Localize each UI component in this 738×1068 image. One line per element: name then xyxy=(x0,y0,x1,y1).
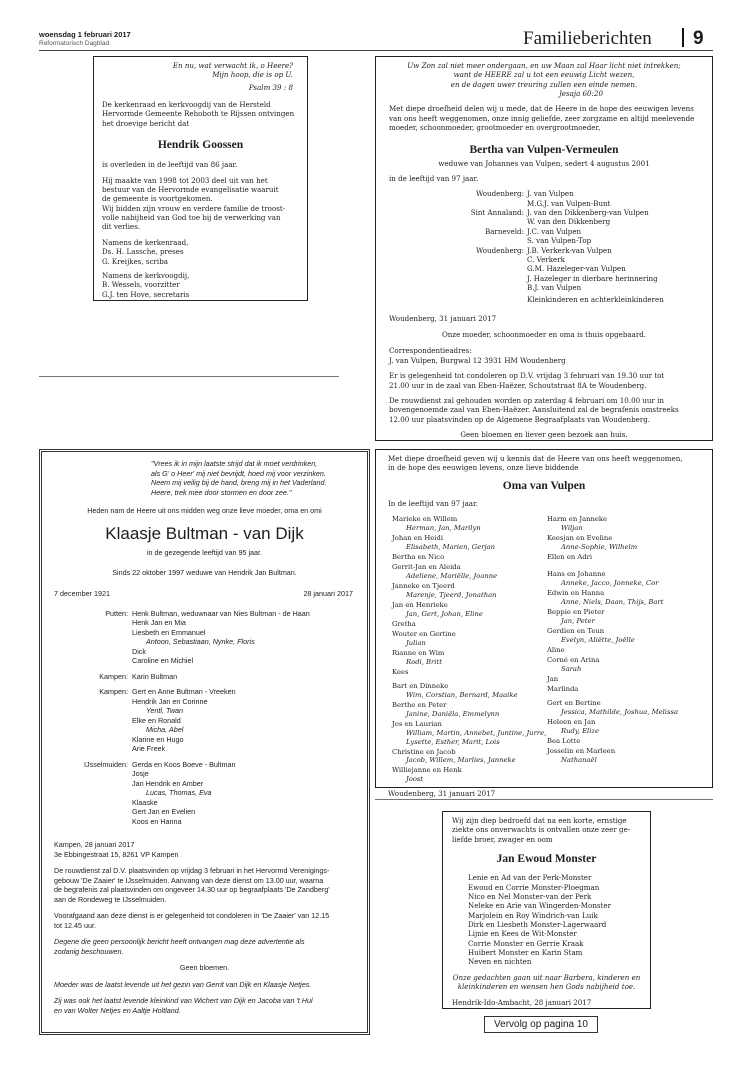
children: Anne, Niels, Daan, Thijs, Bart xyxy=(560,598,664,606)
children: Joost xyxy=(406,775,424,784)
family-place: Woudenberg: xyxy=(475,189,524,199)
vermeulen-funeral: De rouwdienst zal gehouden worden op zaterdag 4 februari om 10.00 uur in bovengenoemde zaal van Eben-Haëzer. Aansluitend zal de begrafenis omstreeks 12.00 uur plaatsvinden op de Algemene Begraafplaats van Woudenberg. xyxy=(389,395,679,424)
parents: Jos en Laurian xyxy=(392,719,442,728)
parents: Jan xyxy=(546,674,559,683)
parents: Josselin en Marleen xyxy=(546,746,616,755)
oma-age: In de leeftijd van 97 jaar. xyxy=(388,498,478,508)
goossen-quote-ref: Psalm 39 : 8 xyxy=(248,82,293,92)
vermeulen-condolence: Er is gelegenheid tot condoleren op D.V. vrijdag 3 februari van 19.30 uur tot 21.00 uur in de zaal van Eben-Haëzer, Schoutstraat 8A te Woudenberg. xyxy=(389,371,665,390)
family-name: Antoon, Sebastiaan, Nynke, Floris xyxy=(146,637,255,647)
oma-family-left xyxy=(392,515,547,785)
family-place: Woudenberg: xyxy=(475,245,524,255)
family-group xyxy=(547,747,700,765)
bultman-intro: Heden nam de Heere uit ons midden weg onze lieve moeder, oma en omi xyxy=(87,505,322,515)
children: William, Martin, Annebet, Juntine, Jurre, Lysette, Esther, Marit, Lois xyxy=(406,728,547,746)
vermeulen-place-date: Woudenberg, 31 januari 2017 xyxy=(389,313,497,323)
family-name: Lucas, Thomas, Eva xyxy=(146,788,212,798)
family-name: Dick xyxy=(132,646,146,656)
parents: Keesjan en Eveline xyxy=(546,534,613,543)
goossen-age: is overleden in de leeftijd van 86 jaar. xyxy=(102,160,238,170)
vermeulen-family xyxy=(389,189,699,304)
parents: Ellen en Adri xyxy=(546,553,593,562)
family-name: Arie Freek xyxy=(132,744,166,754)
bultman-born: 7 december 1921 xyxy=(54,589,110,599)
bultman-quote: "Vrees ik in mijn laatste strijd dat ik moet verdrinken, als G' o Heer' mij niet bevrijdt, hoed mij voor verzinken. Neem mij veilig bij de hand, breng mij in het Vaderland. Heere, trek mee door stormen en door zee." xyxy=(151,459,327,498)
vermeulen-age: in de leeftijd van 97 jaar. xyxy=(389,174,479,184)
bultman-note: Degene die geen persoonlijk bericht heeft ontvangen mag deze advertentie als zodanig beschouwen. xyxy=(54,937,305,956)
family-place: Kampen: xyxy=(99,687,128,697)
family-group xyxy=(547,534,700,552)
column-rule-right xyxy=(375,799,713,800)
parents: Williejanne en Henk xyxy=(392,766,462,775)
vermeulen-widow: weduwe van Johannes van Vulpen, sedert 4 augustus 2001 xyxy=(438,158,650,168)
parents: Berthe en Peter xyxy=(392,700,447,709)
family-group xyxy=(547,570,700,588)
oma-place-date: Woudenberg, 31 januari 2017 xyxy=(388,789,496,799)
family-name: Yentl, Twan xyxy=(146,706,184,716)
family-row xyxy=(389,189,699,208)
obituary-oma-vanvulpen xyxy=(375,449,713,799)
parents: Heleen en Jan xyxy=(546,717,596,726)
obituary-monster xyxy=(442,811,651,1009)
family-names: J. van Vulpen M.G.J. van Vulpen-Bunt xyxy=(527,189,611,208)
family-place: Barneveld: xyxy=(484,226,524,236)
family-group xyxy=(392,748,547,766)
family-group xyxy=(392,720,547,747)
bultman-funeral: De rouwdienst zal D.V. plaatsvinden op vrijdag 3 februari in het Hervormd Verenigings- gebouw 'De Zaaier' te IJsselmuiden. Aanvang van deze dienst om 13.00 uur, waarna de begrafenis zal plaatsvinden om ongeveer 14.30 uur op begraafplaats 'De Zandberg' aan de Rondeweg te IJsselmuiden. xyxy=(54,866,330,904)
parents: Harm en Janneke xyxy=(546,515,608,524)
parents: Christine en Jacob xyxy=(392,747,456,756)
family-name: Gert Jan en Evelien xyxy=(132,807,196,817)
parents: Marlinda xyxy=(546,684,579,693)
family-name: Gert en Anne Bultman - Vreeken xyxy=(132,687,236,697)
parents: Aline xyxy=(546,645,565,654)
family-group xyxy=(547,553,700,562)
family-group xyxy=(547,737,700,746)
column-rule-left xyxy=(39,376,339,377)
section-title: Familieberichten xyxy=(523,28,652,49)
family-group xyxy=(392,515,547,533)
children: Janine, Daniëla, Emmelynn xyxy=(406,709,500,718)
family-group xyxy=(392,649,547,667)
children: Wiljan xyxy=(560,524,583,533)
children: Jessica, Mathilde, Joshua, Melissa xyxy=(560,707,678,716)
children: Jan, Peter xyxy=(560,616,595,625)
family-group xyxy=(547,646,700,655)
children: Herman, Jan, Marilyn xyxy=(406,524,481,533)
parents: Bea Lotte xyxy=(546,736,581,745)
family-name: Hendrik Jan en Corinne xyxy=(132,696,208,706)
children: Jan, Gert, Johan, Eline xyxy=(406,609,483,618)
obituary-vanvulpen-vermeulen xyxy=(375,56,713,441)
bultman-condolence: Voorafgaand aan deze dienst is er gelegenheid tot condoleren in 'De Zaaier' van 12.15 tot 12.45 uur. xyxy=(54,911,330,930)
children: Wim, Corstian, Bernard, Maaike xyxy=(406,690,518,699)
parents: Jan en Henrieke xyxy=(392,600,448,609)
family-group xyxy=(392,682,547,700)
bultman-address: Kampen, 28 januari 2017 3e Ebbingestraat 15, 8261 VP Kampen xyxy=(54,840,179,859)
family-row xyxy=(389,246,699,293)
family-group xyxy=(392,668,547,677)
family-place: IJsselmuiden: xyxy=(84,759,128,769)
goossen-name: Hendrik Goossen xyxy=(157,139,244,152)
parents: Gretha xyxy=(392,619,416,628)
family-group xyxy=(547,699,700,717)
children: Jacob, Willem, Marlies, Janneke xyxy=(406,756,516,765)
vermeulen-name: Bertha van Vulpen-Vermeulen xyxy=(469,143,619,156)
header-date: woensdag 1 februari 2017 xyxy=(39,30,131,39)
vermeulen-flowers: Geen bloemen en liever geen bezoek aan huis. xyxy=(460,429,628,439)
family-name: Henk Jan en Mia xyxy=(132,618,186,628)
family-row xyxy=(389,295,699,304)
vermeulen-home: Onze moeder, schoonmoeder en oma is thuis opgebaard. xyxy=(441,330,647,340)
family-names xyxy=(132,687,236,754)
family-names: J.B. Verkerk-van Vulpen C. Verkerk G.M. Hazeleger-van Vulpen J. Hazeleger in dierbare herinnering B.J. van Vulpen xyxy=(527,245,658,292)
children: Rudy, Elize xyxy=(560,726,599,735)
family-name: Elke en Ronald xyxy=(132,715,181,725)
vermeulen-quote: Uw Zon zal niet meer ondergaan, en uw Maan zal Haar licht niet intrekken; want de HEERE zal u tot een eeuwig Licht wezen, en de dagen uwer treuring zullen een einde nemen. xyxy=(407,61,681,89)
family-names: J. van den Dikkenberg-van Vulpen W. van den Dikkenberg xyxy=(527,208,649,227)
family-name: Klarine en Hugo xyxy=(132,734,184,744)
bultman-died: 28 januari 2017 xyxy=(303,589,353,599)
family-name: Karin Bultman xyxy=(132,671,178,681)
section-divider xyxy=(682,28,684,47)
bultman-age: in de gezegende leeftijd van 95 jaar. xyxy=(146,548,263,558)
parents: Marieke en Willem xyxy=(392,515,458,524)
bultman-note-grandchild: Zij was ook het laatst levende kleinkind van Wichert van Dijk en Jacoba van 't Hul en van Wolter Netjes en Aaltje Holtland. xyxy=(54,996,313,1015)
family-place: Putten: xyxy=(105,608,128,618)
children: Sarah xyxy=(560,664,582,673)
children: Elisabeth, Marien, Gerjan xyxy=(406,543,496,552)
obituary-goossen xyxy=(93,56,308,301)
parents: Gert en Bertine xyxy=(546,698,601,707)
bultman-name: Klaasje Bultman - van Dijk xyxy=(105,524,304,544)
parents: Corné en Arina xyxy=(546,655,600,664)
vermeulen-address: Correspondentieadres: J. van Vulpen, Burgwal 12 3931 HM Woudenberg xyxy=(389,346,566,365)
parents: Janneke en Tjeerd xyxy=(392,582,455,591)
parents: Bertha en Nico xyxy=(392,553,445,562)
family-names: J.C. van Vulpen S. van Vulpen-Top xyxy=(527,226,592,246)
family-group xyxy=(547,589,700,607)
family-name: Klaaske xyxy=(132,797,158,807)
goossen-body: Hij maakte van 1998 tot 2003 deel uit van het bestuur van de Hervormde evangelisatie waaruit de gemeente is voortgekomen. Wij bidden zijn vrouw en verdere familie de troost- volle nabijheid van God toe bij de verwerking van dit verlies. xyxy=(102,175,286,232)
parents: Gerrit-Jan en Aleida xyxy=(392,563,461,572)
family-group xyxy=(547,627,700,645)
family-group xyxy=(547,656,700,674)
family-row xyxy=(54,760,355,827)
children: Julian xyxy=(406,638,426,647)
monster-intro: Wij zijn diep bedroefd dat na een korte, ernstige ziekte ons onverwachts is ontvallen onze zeer ge- liefde broer, zwager en oom xyxy=(452,816,631,844)
monster-name: Jan Ewoud Monster xyxy=(496,853,597,866)
goossen-sign-council: Namens de kerkenraad, Ds. H. Lassche, preses G. Kreijkes, scriba xyxy=(102,237,189,266)
family-name: Josje xyxy=(132,769,149,779)
monster-place-date: Hendrik-Ido-Ambacht, 28 januari 2017 xyxy=(452,997,592,1007)
family-group xyxy=(392,582,547,600)
vermeulen-intro: Met diepe droefheid delen wij u mede, dat de Heere in de hope des eeuwigen levens van ons heeft weggenomen, onze innig geliefde, zeer zorgzame en altijd meelevende moeder, schoonmoeder, grootmoeder en overgrootmoeder, xyxy=(389,104,695,133)
bultman-widow: Sinds 22 oktober 1997 weduwe van Hendrik Jan Bultman. xyxy=(112,567,297,577)
family-name: Jan Hendrik en Amber xyxy=(132,778,204,788)
family-group xyxy=(392,563,547,581)
parents: Bart en Dinneke xyxy=(392,681,449,690)
children: Nathanaël xyxy=(560,755,597,764)
family-name: Gerda en Koos Boeve - Bultman xyxy=(132,759,236,769)
oma-name: Oma van Vulpen xyxy=(502,479,586,492)
family-names xyxy=(132,672,177,682)
family-group xyxy=(392,701,547,719)
family-names xyxy=(132,609,310,666)
family-row xyxy=(389,208,699,227)
children: Rodi, Britt xyxy=(406,657,442,666)
oma-family-right xyxy=(547,515,700,785)
oma-family xyxy=(388,515,700,785)
monster-thoughts: Onze gedachten gaan uit naar Barbera, kinderen en kleinkinderen en wensen hen Gods nabijheid toe. xyxy=(452,972,641,992)
continue-link[interactable]: Vervolg op pagina 10 xyxy=(484,1016,598,1033)
family-place: Kampen: xyxy=(99,671,128,681)
children: Anne-Sophie, Wilhelm xyxy=(560,543,638,552)
family-row xyxy=(54,609,355,666)
header-rule xyxy=(39,50,713,51)
family-names xyxy=(132,760,235,827)
family-group xyxy=(392,553,547,562)
family-name: Liesbeth en Emmanuel xyxy=(132,627,206,637)
page-number: 9 xyxy=(693,28,704,49)
family-group xyxy=(392,601,547,619)
header-paper: Reformatorisch Dagblad xyxy=(39,40,110,47)
family-group xyxy=(392,766,547,784)
family-group xyxy=(547,718,700,736)
family-group xyxy=(392,534,547,552)
family-group xyxy=(547,675,700,684)
family-group xyxy=(547,608,700,626)
family-row xyxy=(389,227,699,246)
children: Evelyn, Aliëtte, Joëlle xyxy=(560,635,635,644)
bultman-note-family: Moeder was de laatst levende uit het gezin van Gerrit van Dijk en Klaasje Netjes. xyxy=(54,979,312,989)
family-row xyxy=(54,687,355,754)
parents: Hans en Johanne xyxy=(546,570,606,579)
goossen-quote: En nu, wat verwacht ik, o Heere? Mijn hoop, die is op U. xyxy=(172,61,293,80)
parents: Edwin en Hanna xyxy=(546,589,605,598)
family-name: Koos en Hanna xyxy=(132,816,182,826)
parents: Beppie en Pieter xyxy=(546,607,605,616)
family-names: Kleinkinderen en achterkleinkinderen xyxy=(527,295,664,305)
children: Marenje, Tjeerd, Jonathan xyxy=(406,591,497,599)
children: Anneke, Jacco, Jonneke, Cor xyxy=(560,579,659,588)
parents: Gerdien en Teun xyxy=(546,626,605,635)
bultman-dates xyxy=(54,589,355,599)
family-group xyxy=(547,515,700,533)
parents: Wouter en Gertine xyxy=(392,629,456,638)
parents: Johan en Heidi xyxy=(392,534,443,543)
bultman-flowers: Geen bloemen. xyxy=(179,963,230,973)
monster-family: Lenie en Ad van der Perk-Monster Ewoud en Corrie Monster-Ploegman Nico en Nel Monster-van der Perk Neleke en Arie van Wingerden-Monster Marjolein en Roy Windrich-van Luik Dirk en Liesbeth Monster-Lagerwaard Lijnie en Kees de Wit-Monster Corrie Monster en Gerrie Kraak Huibert Monster en Karin Stam Neven en nichten xyxy=(468,873,611,967)
family-name: Henk Bultman, weduwnaar van Nies Bultman - de Haan xyxy=(132,608,310,618)
family-name: Micha, Abel xyxy=(146,725,184,735)
parents: Kees xyxy=(392,667,409,676)
family-group xyxy=(547,685,700,694)
vermeulen-quote-ref: Jesaja 60:20 xyxy=(558,89,603,99)
bultman-family xyxy=(54,609,355,827)
children: Adeliene, Mariëlle, Joanne xyxy=(406,572,498,581)
family-group xyxy=(392,620,547,629)
family-place: Sint Annaland: xyxy=(470,208,524,218)
family-place xyxy=(389,295,527,304)
goossen-intro: De kerkenraad en kerkvoogdij van de Hersteld Hervormde Gemeente Rehoboth te Rijssen ontvingen het droevige bericht dat xyxy=(102,100,295,128)
goossen-sign-wardens: Namens de kerkvoogdij, B. Wessels, voorzitter G.J. ten Hove, secretaris xyxy=(102,270,190,299)
family-row xyxy=(54,672,355,682)
oma-intro: Met diepe droefheid geven wij u kennis dat de Heere van ons heeft weggenomen, in de hope des eeuwigen levens, onze lieve biddende xyxy=(388,454,683,473)
family-name: Caroline en Michiel xyxy=(132,656,194,666)
parents: Rianne en Wim xyxy=(392,648,445,657)
obituary-bultman xyxy=(39,449,370,1035)
family-group xyxy=(392,630,547,648)
